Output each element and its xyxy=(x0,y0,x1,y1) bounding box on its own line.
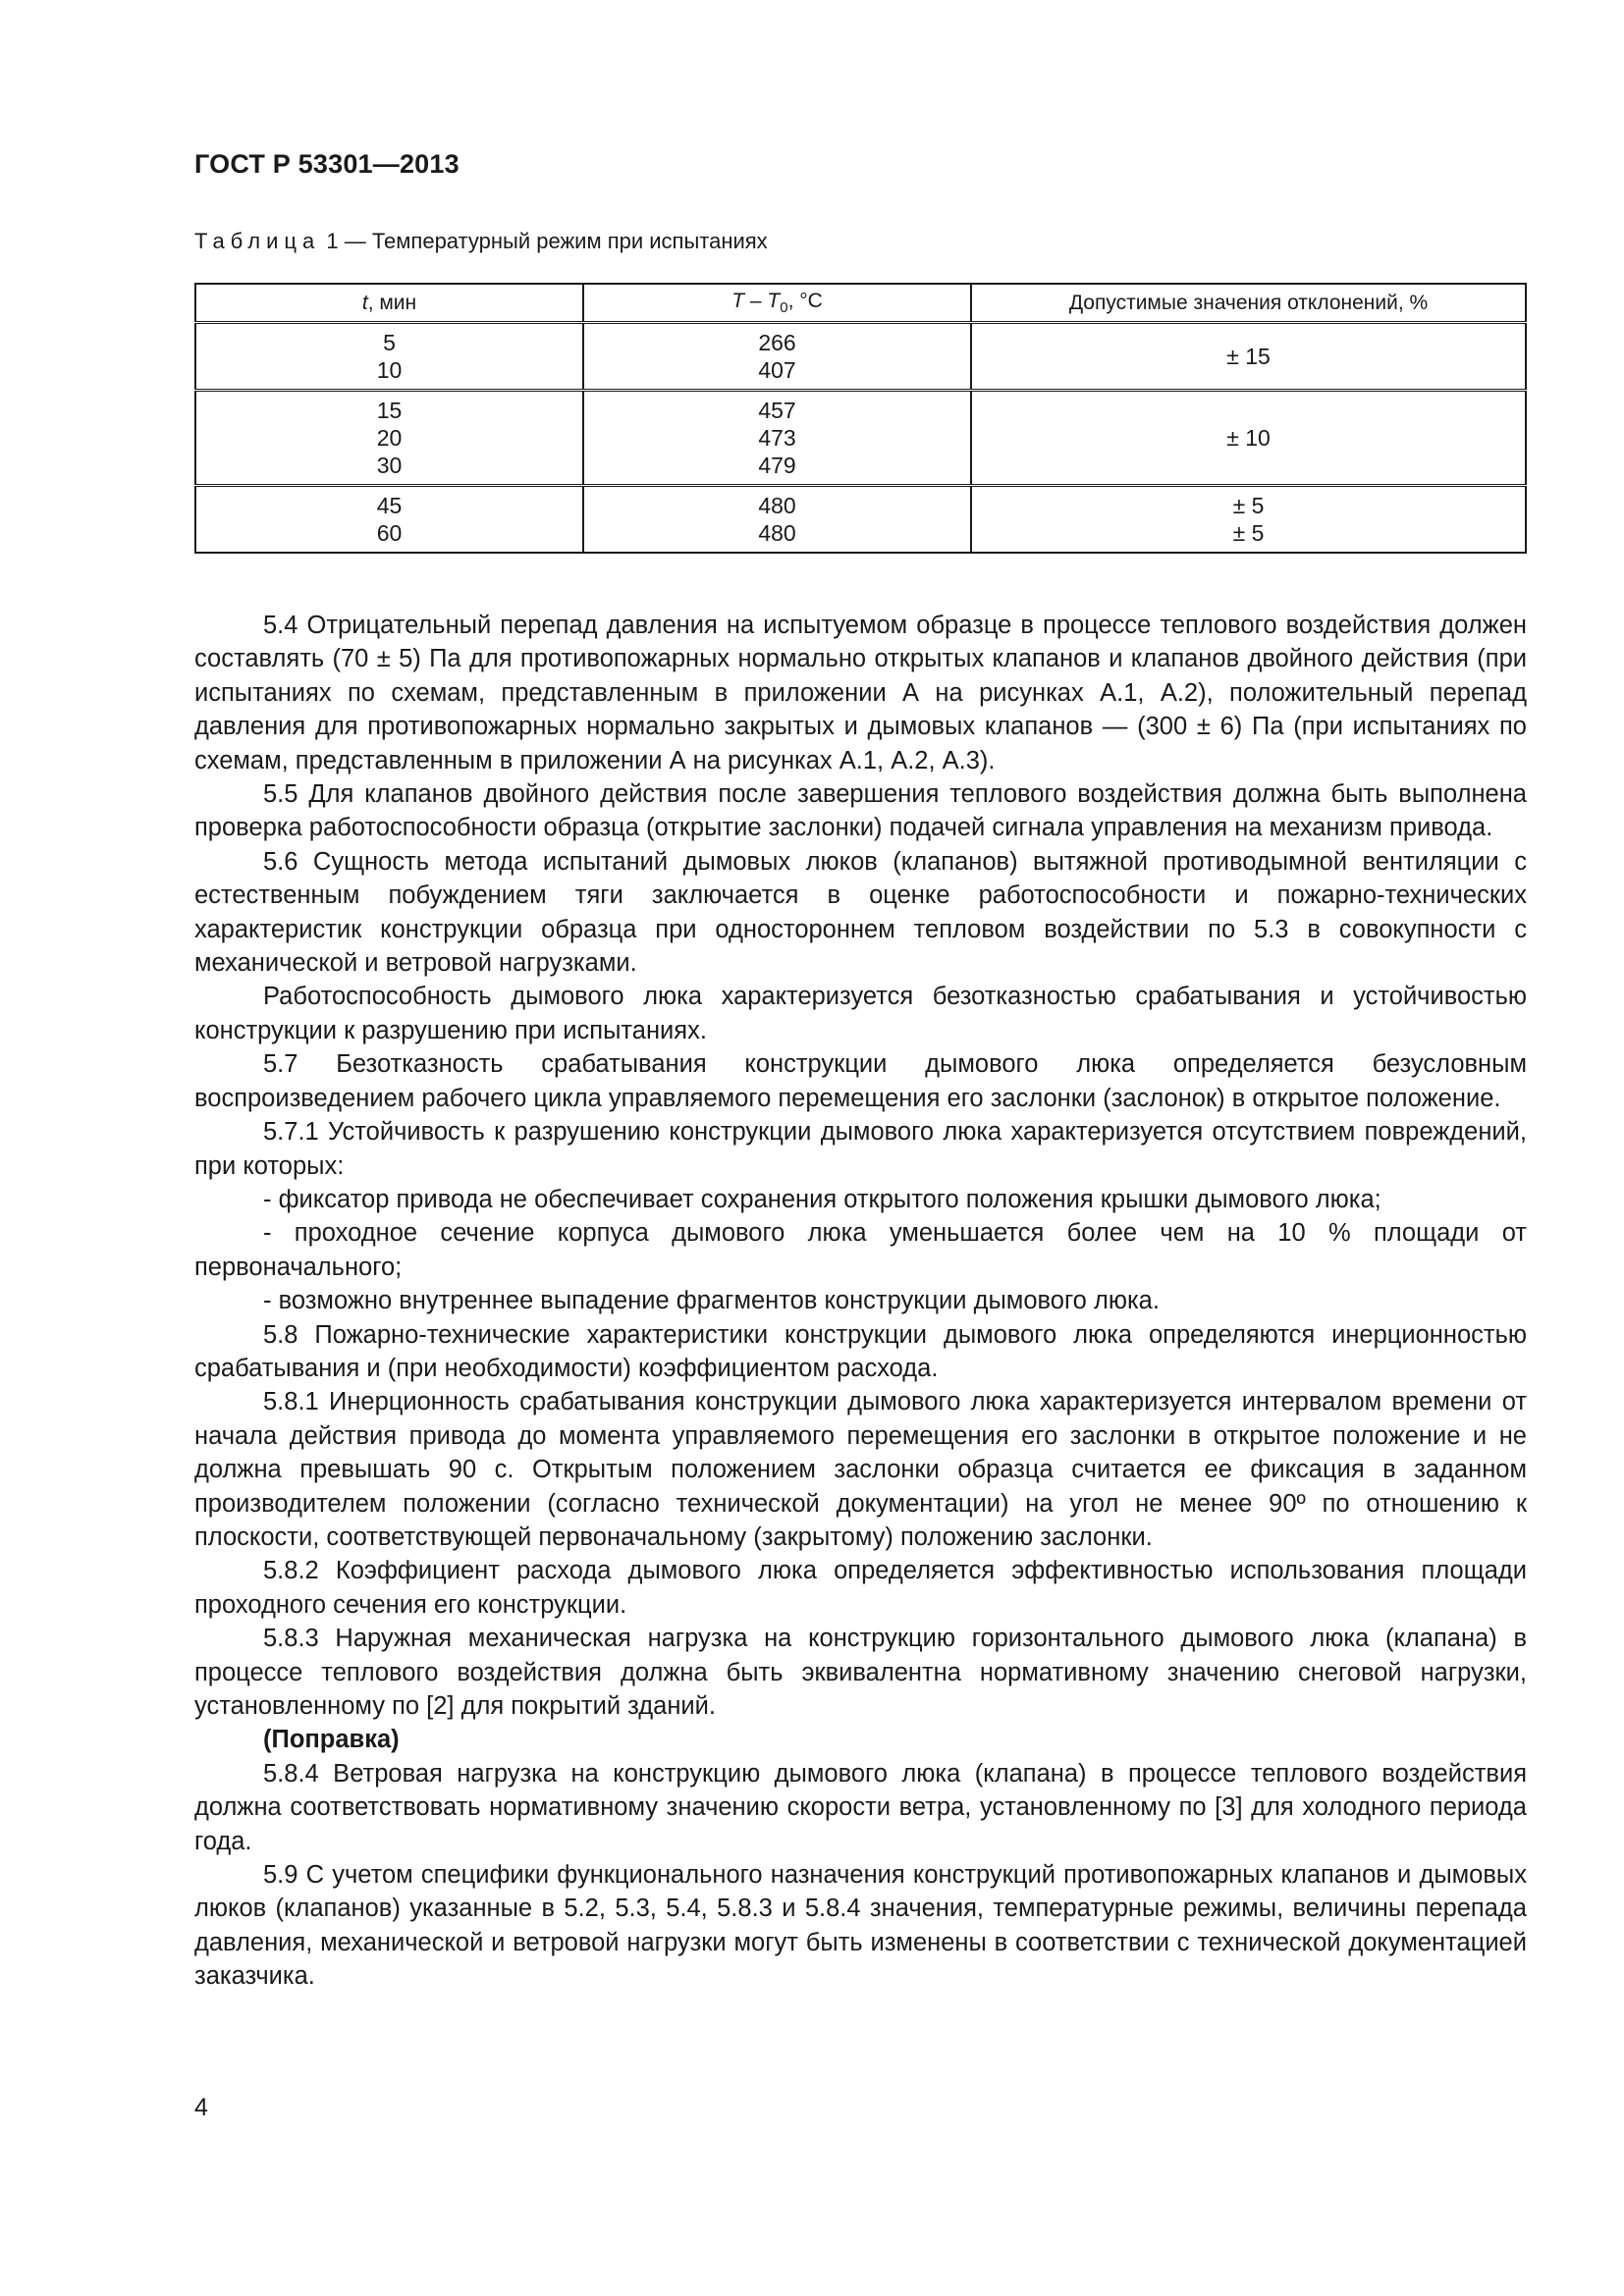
paragraph-5-8-3: 5.8.3 Наружная механическая нагрузка на конструкцию горизонтального дымового люка (клапана) в процессе теплового воздействия должна быть эквивалентна нормативному значению снеговой нагрузки, установленному по [2] для покрытий зданий. xyxy=(194,1625,1527,1720)
temperature-value: 473 xyxy=(758,425,796,451)
temperature-value: 266 xyxy=(758,330,796,355)
temperature-value: 457 xyxy=(758,398,796,423)
cell-temperature xyxy=(583,323,971,391)
header-deviation: Допустимые значения отклонений, % xyxy=(971,284,1526,323)
header-temperature xyxy=(583,284,971,323)
time-value: 10 xyxy=(376,357,403,383)
temperature-value: 407 xyxy=(758,357,796,383)
table-caption-text: 1 — Температурный режим при испытаниях xyxy=(326,229,768,253)
paragraph-5-7-1: 5.7.1 Устойчивость к разрушению конструкции дымового люка характеризуется отсутствием повреждений, при которых: xyxy=(194,1118,1527,1180)
temperature-table xyxy=(194,283,1527,554)
header-temp-minus: – xyxy=(744,290,768,312)
paragraph-5-8-2: 5.8.2 Коэффициент расхода дымового люка определяется эффективностью использования площади проходного сечения его конструкции. xyxy=(194,1557,1527,1619)
list-item: - фиксатор привода не обеспечивает сохранения открытого положения крышки дымового люка; xyxy=(263,1185,1381,1213)
amendment-note: (Поправка) xyxy=(263,1726,400,1754)
time-value: 5 xyxy=(383,330,396,355)
table-row xyxy=(195,323,1526,391)
header-temp-var-b: T xyxy=(767,290,781,312)
header-time-unit: , мин xyxy=(367,291,417,314)
paragraph-5-9: 5.9 С учетом специфики функционального назначения конструкций противопожарных клапанов и дымовых люков (клапанов) указанные в 5.2, 5.3, 5.4, 5.8.3 и 5.8.4 значения, температурные режимы, величины перепада давления, механической и ветровой нагрузки могут быть изменены в соответствии с технической документацией заказчика. xyxy=(194,1861,1527,1991)
table-row xyxy=(195,486,1526,554)
paragraph-5-8-1: 5.8.1 Инерционность срабатывания конструкции дымового люка характеризуется интервалом времени от начала действия привода до момента управляемого перемещения его заслонки в открытое положение и не должна превышать 90 с. Открытым положением заслонки образца считается ее фиксация в заданном производителем положении (согласно технической документации) на угол не менее 90º по отношению к плоскости, соответствующей первоначальному (закрытому) положению заслонки. xyxy=(194,1388,1527,1551)
page-number: 4 xyxy=(194,2094,208,2121)
cell-time xyxy=(195,391,583,486)
cell-deviation: ± 10 xyxy=(971,391,1526,486)
deviation-value: ± 5 xyxy=(1232,493,1265,518)
paragraph-5-8-4: 5.8.4 Ветровая нагрузка на конструкцию дымового люка (клапана) в процессе теплового воздействия должна соответствовать нормативному значению скорости ветра, установленному по [3] для холодного периода года. xyxy=(194,1759,1527,1855)
cell-time xyxy=(195,323,583,391)
cell-deviation xyxy=(971,486,1526,554)
paragraph-5-4: 5.4 Отрицательный перепад давления на испытуемом образце в процессе теплового воздействия должен составлять (70 ± 5) Па для противопожарных нормально открытых клапанов и клапанов двойного действия (при испытаниях по схемам, представленным в приложении А на рисунках А.1, А.2), положительный перепад давления для противопожарных нормально закрытых и дымовых клапанов — (300 ± 6) Па (при испытаниях по схемам, представленным в приложении А на рисунках А.1, А.2, А.3). xyxy=(194,612,1527,774)
body-text xyxy=(194,609,1527,1994)
time-value: 45 xyxy=(376,493,403,518)
cell-temperature xyxy=(583,486,971,554)
cell-deviation: ± 15 xyxy=(971,323,1526,391)
time-value: 30 xyxy=(376,453,403,478)
temperature-value: 479 xyxy=(758,453,796,478)
table-row xyxy=(195,391,1526,486)
deviation-value: ± 5 xyxy=(1232,520,1265,546)
header-temp-var-a: T xyxy=(731,290,745,312)
paragraph-5-5: 5.5 Для клапанов двойного действия после завершения теплового воздействия должна быть выполнена проверка работоспособности образца (открытие заслонки) подачей сигнала управления на механизм привода. xyxy=(194,780,1527,842)
table-caption xyxy=(194,229,768,254)
paragraph-operability: Работоспособность дымового люка характеризуется безотказностью срабатывания и устойчивостью конструкции к разрушению при испытаниях. xyxy=(194,983,1527,1044)
time-value: 15 xyxy=(376,398,403,423)
list-item: - возможно внутреннее выпадение фрагментов конструкции дымового люка. xyxy=(263,1287,1160,1315)
table-caption-word: Таблица xyxy=(194,229,321,253)
paragraph-5-7: 5.7 Безотказность срабатывания конструкции дымового люка определяется безусловным воспроизведением рабочего цикла управляемого перемещения его заслонки (заслонок) в открытое положение. xyxy=(194,1050,1527,1112)
temperature-value: 480 xyxy=(758,520,796,546)
temperature-value: 480 xyxy=(758,493,796,518)
time-value: 60 xyxy=(376,520,403,546)
table-header-row xyxy=(195,284,1526,323)
header-temp-sub: 0 xyxy=(780,299,788,316)
paragraph-5-6: 5.6 Сущность метода испытаний дымовых люков (клапанов) вытяжной противодымной вентиляции с естественным побуждением тяги заключается в оценке работоспособности и пожарно-технических характеристик конструкции образца при одностороннем тепловом воздействии по 5.3 в совокупности с механической и ветровой нагрузками. xyxy=(194,847,1527,978)
cell-temperature xyxy=(583,391,971,486)
cell-time xyxy=(195,486,583,554)
time-value: 20 xyxy=(376,425,403,451)
document-header: ГОСТ Р 53301—2013 xyxy=(194,149,460,179)
paragraph-5-8: 5.8 Пожарно-технические характеристики конструкции дымового люка определяются инерционностью срабатывания и (при необходимости) коэффициентом расхода. xyxy=(194,1320,1527,1382)
header-time xyxy=(195,284,583,323)
header-temp-unit: , °C xyxy=(787,290,823,312)
header-time-var: t xyxy=(361,291,368,314)
list-item: - проходное сечение корпуса дымового люка уменьшается более чем на 10 % площади от первоначального; xyxy=(194,1219,1527,1281)
